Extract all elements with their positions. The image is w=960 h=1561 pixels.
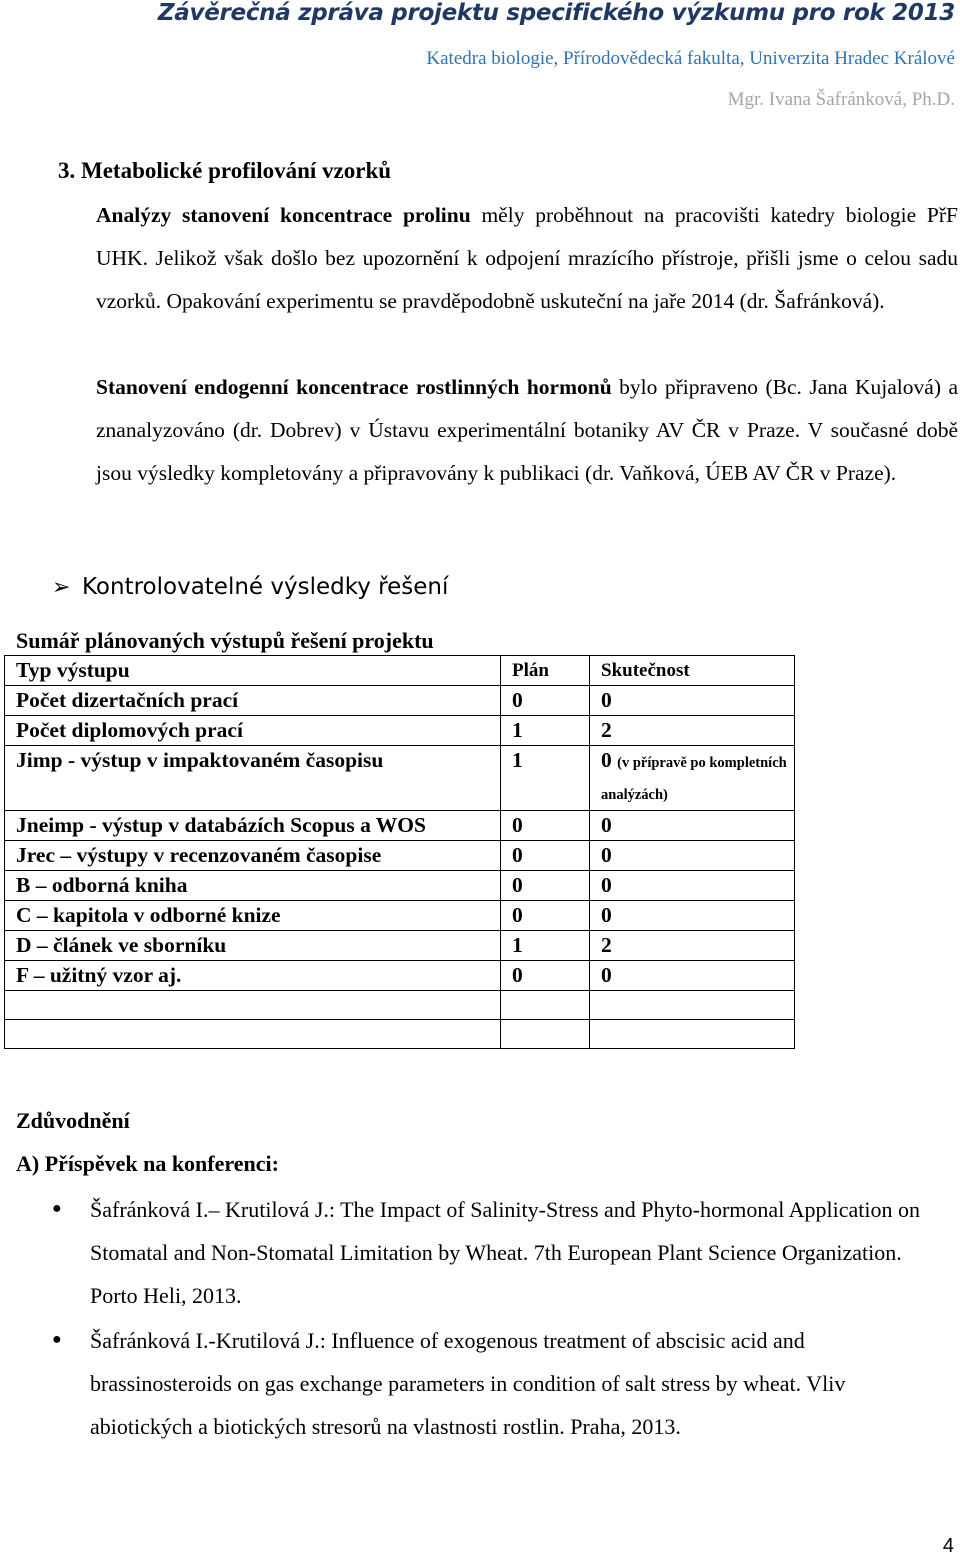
header-actual: Skutečnost	[590, 656, 795, 686]
row-plan: 1	[501, 931, 590, 961]
table-empty-row	[5, 1020, 795, 1049]
empty-cell	[590, 991, 795, 1020]
row-actual: 2	[590, 931, 795, 961]
table-row	[5, 961, 795, 991]
table-empty-row	[5, 991, 795, 1020]
results-heading	[52, 574, 448, 600]
paragraph-proline-lead: Analýzy stanovení koncentrace prolinu	[96, 203, 471, 227]
header-type: Typ výstupu	[5, 656, 501, 686]
row-actual: 0	[590, 686, 795, 716]
row-plan: 0	[501, 901, 590, 931]
report-title: Závěrečná zpráva projektu specifického výzkumu pro rok 2013	[157, 0, 955, 26]
paragraph-hormones	[96, 366, 958, 495]
author-line: Mgr. Ivana Šafránková, Ph.D.	[727, 89, 955, 110]
row-plan: 1	[501, 746, 590, 811]
results-heading-text: Kontrolovatelné výsledky řešení	[82, 574, 449, 600]
row-type: B – odborná kniha	[5, 871, 501, 901]
reference-item: Šafránková I.– Krutilová J.: The Impact of Salinity-Stress and Phyto-hormonal Application on Stomatal and Non-Stomatal Limitation by Wheat. 7th European Plant Science Organization. Porto Heli, 2013.	[90, 1197, 920, 1308]
row-actual-value: 0	[601, 748, 612, 772]
paragraph-proline	[96, 194, 958, 323]
row-type: Jimp - výstup v impaktovaném časopisu	[5, 746, 501, 811]
empty-cell	[501, 1020, 590, 1049]
row-type: Jrec – výstupy v recenzovaném časopise	[5, 841, 501, 871]
table-row	[5, 746, 795, 811]
row-plan: 0	[501, 841, 590, 871]
page-number: 4	[942, 1535, 954, 1557]
bullet-icon: ●	[52, 1331, 62, 1348]
row-type: Jneimp - výstup v databázích Scopus a WOS	[5, 811, 501, 841]
row-actual-note: (v přípravě po kompletních analýzách)	[601, 755, 787, 803]
section-title: 3. Metabolické profilování vzorků	[58, 158, 392, 183]
paragraph-hormones-text: bylo připraveno (Bc. Jana Kujalová) a znanalyzováno (dr. Dobrev) v Ústavu experimentální botaniky AV ČR v Praze. V současné době jsou výsledky kompletovány a připravovány k publikaci (dr. Vaňková, ÚEB AV ČR v Praze).	[96, 375, 958, 485]
conference-subtitle: A) Příspěvek na konferenci:	[16, 1151, 279, 1176]
row-type: Počet diplomových prací	[5, 716, 501, 746]
department-line: Katedra biologie, Přírodovědecká fakulta, Univerzita Hradec Králové	[426, 48, 955, 69]
table-header-row	[5, 656, 795, 686]
table-row	[5, 716, 795, 746]
arrow-bullet-icon: ➢	[52, 575, 71, 600]
empty-cell	[590, 1020, 795, 1049]
row-actual: 0	[590, 871, 795, 901]
row-type: Počet dizertačních prací	[5, 686, 501, 716]
table-row	[5, 686, 795, 716]
row-actual: 2	[590, 716, 795, 746]
paragraph-proline-text: měly proběhnout na pracovišti katedry biologie PřF UHK. Jelikož však došlo bez upozornění k odpojení mrazícího přístroje, přišli jsme o celou sadu vzorků. Opakování experimentu se pravděpodobně uskuteční na jaře 2014 (dr. Šafránková).	[96, 203, 958, 313]
row-plan: 0	[501, 686, 590, 716]
empty-cell	[5, 991, 501, 1020]
row-plan: 0	[501, 871, 590, 901]
table-row	[5, 871, 795, 901]
summary-title: Sumář plánovaných výstupů řešení projektu	[16, 628, 434, 653]
row-type: F – užitný vzor aj.	[5, 961, 501, 991]
table-row	[5, 811, 795, 841]
row-actual	[590, 746, 795, 811]
row-actual: 0	[590, 841, 795, 871]
row-actual: 0	[590, 901, 795, 931]
empty-cell	[5, 1020, 501, 1049]
bullet-icon: ●	[52, 1200, 62, 1217]
outputs-table	[4, 655, 795, 1049]
table-row	[5, 841, 795, 871]
justification-title: Zdůvodnění	[16, 1108, 130, 1133]
reference-item: Šafránková I.-Krutilová J.: Influence of exogenous treatment of abscisic acid and brassinosteroids on gas exchange parameters in condition of salt stress by wheat. Vliv abiotických a biotických stresorů na vlastnosti rostlin. Praha, 2013.	[90, 1328, 846, 1439]
paragraph-hormones-lead: Stanovení endogenní koncentrace rostlinných hormonů	[96, 375, 612, 399]
row-plan: 1	[501, 716, 590, 746]
row-type: D – článek ve sborníku	[5, 931, 501, 961]
table-row	[5, 931, 795, 961]
header-plan: Plán	[501, 656, 590, 686]
table-row	[5, 901, 795, 931]
row-actual: 0	[590, 961, 795, 991]
empty-cell	[501, 991, 590, 1020]
row-actual: 0	[590, 811, 795, 841]
row-type: C – kapitola v odborné knize	[5, 901, 501, 931]
row-plan: 0	[501, 811, 590, 841]
row-plan: 0	[501, 961, 590, 991]
